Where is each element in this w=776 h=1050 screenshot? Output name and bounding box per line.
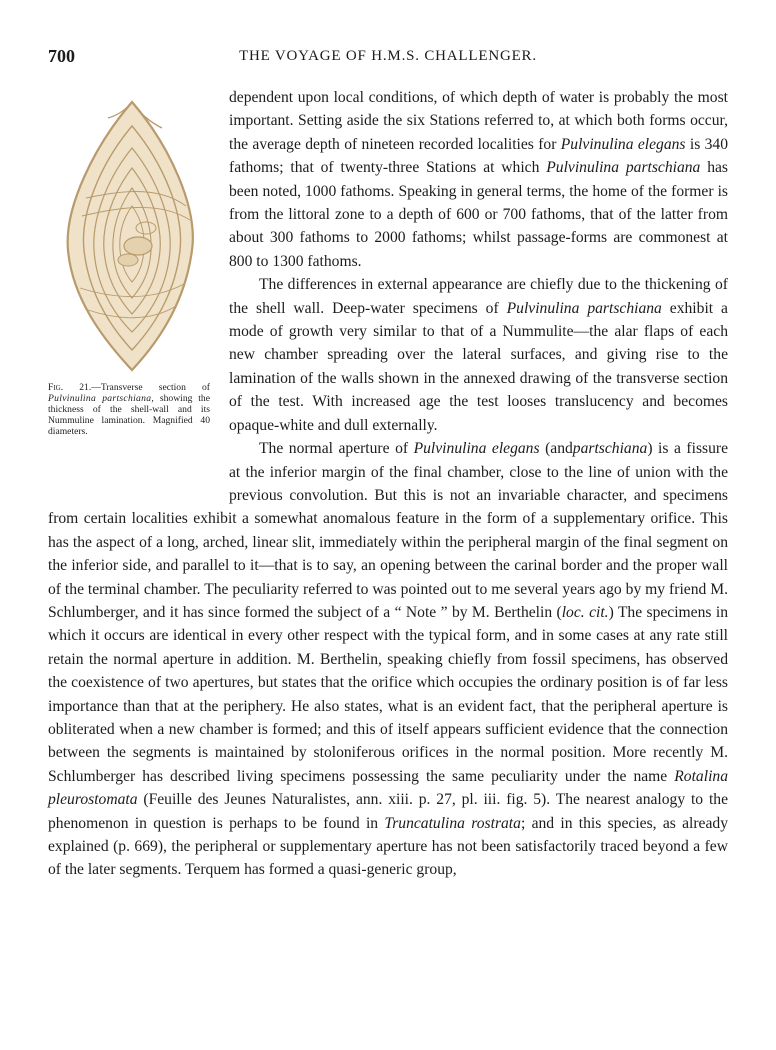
- p3-text-3: ) is a fissure at the inferior margin of the final chamber, close to the line of union with the previous convolution. But this is not an invariable character, and specimens from certain localities exhibit a somewhat anomalous feature in the form of a supplementary orifice. This has the aspect of a long, arched, linear slit, immediately within the peripheral margin of the final segment on the inferior side, and parallel to it—that is to say, an opening between the carinal border and the proper wall of the terminal chamber. The peculiarity referred to was pointed out to me several years ago by my friend M. Schlumberger, and it has since formed the subject of a “ Note ” by M. Berthelin (: [48, 440, 728, 621]
- p1-species-1: Pulvinulina elegans: [560, 135, 686, 153]
- caption-label: Fig. 21.: [48, 382, 92, 393]
- p3-species-3: Rotalina pleurostomata: [48, 767, 728, 809]
- caption-rest: showing the thickness of the shell-wall and its Nummuline lamination. Magnified 40 diameters.: [48, 393, 210, 437]
- caption-species: Pulvinulina partschiana,: [48, 393, 155, 404]
- p3-citation: loc. cit.: [561, 603, 609, 621]
- p3-text-5: (Feuille des Jeunes Naturalistes, ann. xiii. p. 27, pl. iii. fig. 5). The nearest analogy to the phenomenon in question is perhaps to be found in: [48, 791, 728, 832]
- p3-species-2: partschiana: [572, 440, 648, 458]
- p3-text-6: ; and in this species, as already explained (p. 669), the peripheral or supplementary aperture has not been satisfactorily traced beyond a few of the later segments. Terquem has formed a quasi-generic group,: [48, 814, 728, 879]
- p3-text-4: ) The specimens in which it occurs are identical in every other respect with the typical form, and in some cases at any rate still retain the normal aperture in addition. M. Berthelin, speaking chiefly from fossil specimens, has observed the coexistence of two apertures, but states that the orifice which occupies the ordinary position is of far less importance than that at the periphery. He also states, what is an evident fact, that the peripheral aperture is obliterated when a new chamber is formed; and this of itself appears sufficient evidence that the connection between the segments is maintained by stoloniferous orifices in the normal position. More recently M. Schlumberger has described living specimens possessing the same peculiarity under the name: [48, 603, 728, 785]
- p1-text-1: dependent upon local conditions, of which depth of water is probably the most important. Setting aside the six Stations referred to, at which both forms occur, the average depth of nineteen recorded localities for: [229, 89, 728, 153]
- p3-text-2: (and: [545, 440, 573, 458]
- paragraph-3: [48, 437, 728, 882]
- p1-text-2: is 340 fathoms; that of twenty-three Stations at which: [229, 135, 729, 177]
- p1-species-2: Pulvinulina partschiana: [546, 159, 701, 177]
- p2-text-2: exhibit a mode of growth very similar to that of a Nummulite—the alar flaps of each new chamber spreading over the lateral surfaces, and giving rise to the lamination of the walls shown in the annexed drawing of the transverse section of the test. With increased age the test looses translucency and becomes opaque-white and dull externally.: [229, 299, 728, 434]
- figure-21: [46, 88, 214, 488]
- p1-text-3: has been noted, 1000 fathoms. Speaking in general terms, the home of the former is from the littoral zone to a depth of 600 or 700 fathoms, that of the latter from about 300 fathoms to 2000 fathoms; whilst passage-forms are commonest at 800 to 1300 fathoms.: [229, 159, 728, 270]
- page-header: [48, 46, 728, 70]
- p3-species-4: Truncatulina rostrata: [384, 814, 521, 832]
- body-text: [48, 86, 728, 882]
- caption-lead: —Transverse section of: [91, 382, 211, 393]
- figure-caption: [48, 382, 210, 437]
- page-number: 700: [48, 46, 75, 66]
- p2-text-1: The differences in external appearance are chiefly due to the thickening of the shell wall. Deep-water specimens of: [229, 276, 728, 317]
- running-title: THE VOYAGE OF H.M.S. CHALLENGER.: [239, 48, 537, 64]
- p2-species-1: Pulvinulina partschiana: [506, 299, 662, 317]
- foraminifera-section-illustration: [46, 88, 214, 378]
- p3-species-1: Pulvinulina elegans: [413, 440, 540, 458]
- p3-text-1: The normal aperture of: [259, 440, 409, 458]
